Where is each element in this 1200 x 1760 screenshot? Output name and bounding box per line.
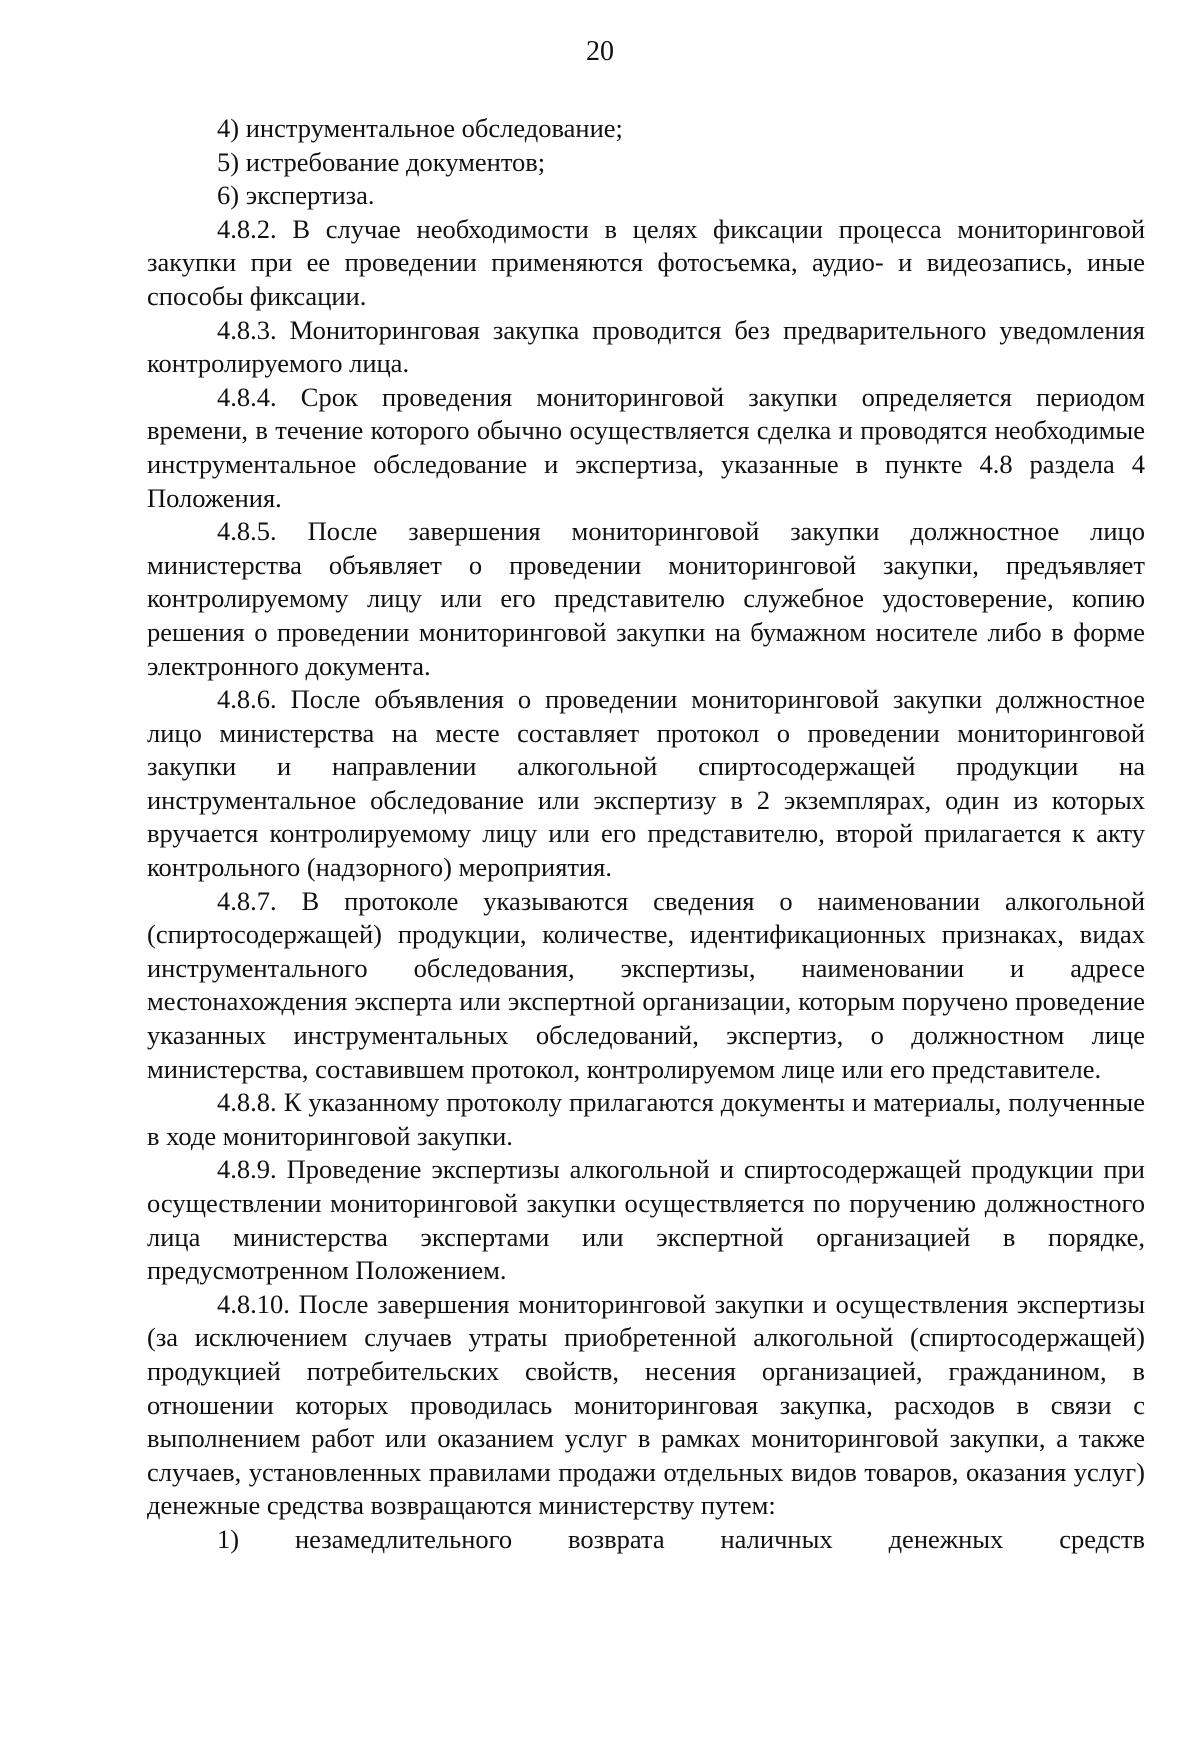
- page-number: 20: [586, 36, 614, 67]
- list-item-instrumental-examination: 4) инструментальное обследование;: [217, 113, 623, 143]
- clause-4-8-6: 4.8.6. После объявления о проведении мониторинговой закупки должностное лицо министерства на месте составляет протокол о проведении мониторинговой закупки и направлении алкогольной спиртосодержащей продукции на инструментальное обследование или экспертизу в 2 экземплярах, один из которых вручается контролируемому лицу или его представителю, второй прилагается к акту контрольного (надзорного) мероприятия.: [147, 684, 1145, 883]
- clause-4-8-9: 4.8.9. Проведение экспертизы алкогольной и спиртосодержащей продукции при осуществлении мониторинговой закупки осуществляется по поручению должностного лица министерства экспертами или экспертной организацией в порядке, предусмотренном Положением.: [147, 1154, 1145, 1286]
- document-body: [147, 112, 1145, 1557]
- list-item-expertise: 6) экспертиза.: [217, 180, 375, 211]
- clause-4-8-5: 4.8.5. После завершения мониторинговой закупки должностное лицо министерства объявляет о проведении мониторинговой закупки, предъявляет контролируемому лицу или его представителю служебное удостоверение, копию решения о проведении мониторинговой закупки на бумажном носителе либо в форме электронного документа.: [147, 516, 1145, 681]
- clause-4-8-10: 4.8.10. После завершения мониторинговой закупки и осуществления экспертизы (за исключением случаев утраты приобретенной алкогольной (спиртосодержащей) продукцией потребительских свойств, несения организацией, гражданином, в отношении которых проводилась мониторинговая закупка, расходов в связи с выполнением работ или оказанием услуг в рамках мониторинговой закупки, а также случаев, установленных правилами продажи отдельных видов товаров, оказания услуг) денежные средства возвращаются министерству путем:: [147, 1288, 1145, 1521]
- clause-4-8-2: 4.8.2. В случае необходимости в целях фиксации процесса мониторинговой закупки при ее проведении применяются фотосъемка, аудио- и видеозапись, иные способы фиксации.: [147, 213, 1145, 311]
- clause-4-8-8: 4.8.8. К указанному протоколу прилагаются документы и материалы, полученные в ходе мониторинговой закупки.: [147, 1087, 1145, 1151]
- clause-4-8-7: 4.8.7. В протоколе указываются сведения о наименовании алкогольной (спиртосодержащей) продукции, количестве, идентификационных признаках, видах инструментального обследования, экспертизы, наименовании и адресе местонахождения эксперта или экспертной организации, которым поручено проведение указанных инструментальных обследований, экспертиз, о должностном лице министерства, составившем протокол, контролируемом лице или его представителе.: [147, 885, 1145, 1084]
- list-item-document-request: 5) истребование документов;: [217, 146, 546, 177]
- clause-4-8-3: 4.8.3. Мониторинговая закупка проводится без предварительного уведомления контролируемого лица.: [147, 314, 1145, 379]
- clause-4-8-4: 4.8.4. Срок проведения мониторинговой закупки определяется периодом времени, в течение которого обычно осуществляется сделка и проводятся необходимые инструментальное обследование и экспертиза, указанные в пункте 4.8 раздела 4 Положения.: [147, 381, 1145, 513]
- list-item-cash-return: 1) незамедлительного возврата наличных денежных средств: [217, 1523, 1145, 1554]
